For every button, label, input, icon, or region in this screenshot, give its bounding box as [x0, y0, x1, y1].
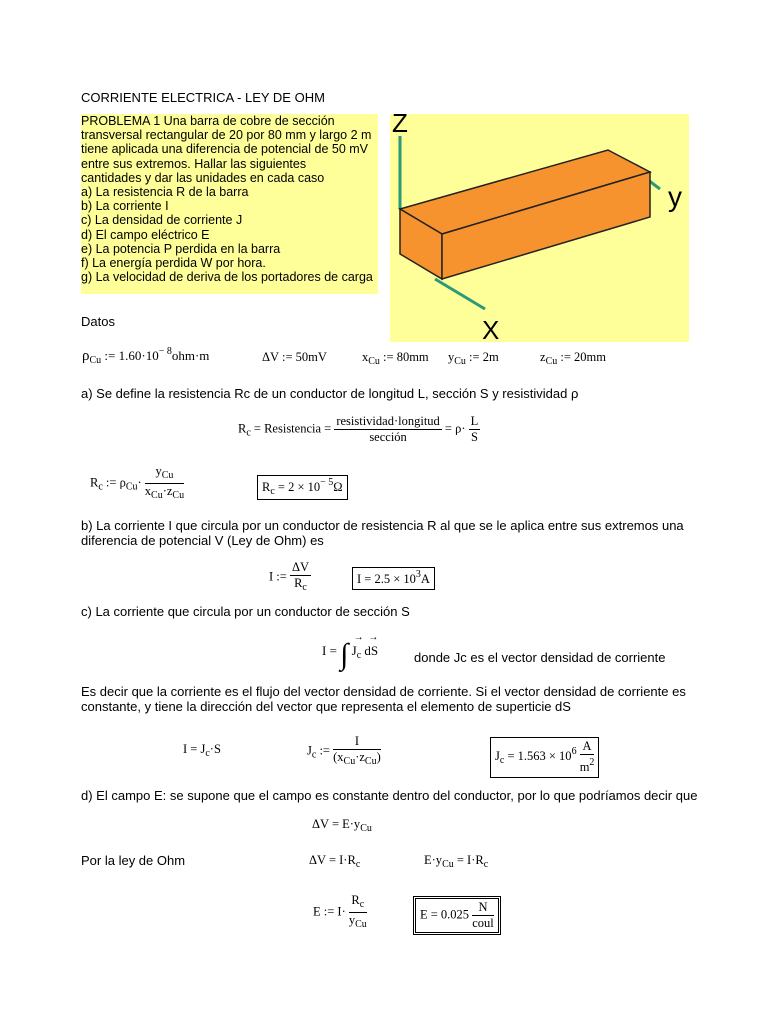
jc-unit-fraction: $\frac{A}{m^2}$ [579, 739, 595, 774]
section-c-text: c) La corriente que circula por un conductor de sección S [81, 604, 410, 619]
bar-figure [390, 114, 689, 342]
flux-text-2: constante, y tiene la dirección del vector que representa el elemento de superticie dS [81, 699, 571, 714]
y-cu-definition: $y_{Cu}$ := 2m [448, 350, 499, 367]
e-fraction: $\frac{R_c}{y_{Cu}}$ [348, 893, 367, 930]
section-d-text: d) El campo E: se supone que el campo es constante dentro del conductor, por lo que podríamos decir que [81, 788, 698, 803]
problem-line: e) La potencia P perdida en la barra [81, 241, 281, 256]
axis-label-y: y [668, 181, 682, 212]
dv-e-equation: $\Delta V = E\cdot y_{Cu}$ [312, 817, 372, 834]
section-b-text-2: diferencia de potencial V (Ley de Ohm) es [81, 533, 324, 548]
section-b-text-1: b) La corriente I que circula por un conductor de resistencia R al que se le aplica entre sus extremos una [81, 518, 684, 533]
rc-result: $R_c = 2 \times 10^{- 5}\Omega$ [257, 475, 348, 500]
problem-line: tiene aplicada una diferencia de potencial de 50 mV [81, 142, 369, 157]
x-axis [435, 279, 485, 309]
ohm-law-label: Por la ley de Ohm [81, 853, 186, 868]
current-calculation: I := $\frac{\Delta V}{R_c}$ [269, 560, 310, 593]
e-unit-fraction: $\frac{N}{\text{coul}}$ [472, 900, 494, 930]
l-over-s-fraction: $\frac{L}{S}$ [470, 414, 479, 444]
problem-line: b) La corriente I [81, 199, 169, 214]
section-a-text: a) Se define la resistencia Rc de un conductor de longitud L, sección S y resistividad ρ [81, 386, 579, 401]
axis-label-z: Z [392, 114, 408, 138]
problem-line: c) La densidad de corriente J [81, 213, 243, 228]
jc-fraction: $\frac{I}{(x_{Cu}\cdot z_{Cu})}$ [333, 734, 381, 767]
vector-arrow: → [353, 632, 364, 643]
resistance-definition: $R_c$ = Resistencia = $\frac{\text{resistividad·longitud}}{\text{sección}}$ = ρ· $\frac{L}{S}$ [238, 414, 479, 444]
rc-fraction: $\frac{y_{Cu}}{x_{Cu}\cdot z_{Cu}}$ [144, 464, 185, 501]
problem-line: entre sus extremos. Hallar las siguientes [81, 156, 307, 171]
rho-cu-definition: $\rho_{Cu}$ := $1.60\cdot 10^{- 8}ohm\cdot m$ [82, 346, 210, 366]
rc-calculation: $R_c$ := $\rho_{Cu}\cdot$ $\frac{y_{Cu}}{x_{Cu}\cdot z_{Cu}}$ [90, 464, 185, 501]
jc-result: $J_c = 1.563 \times 10^6$ $\frac{A}{m^2}$ [490, 737, 599, 778]
integral-note: donde Jc es el vector densidad de corriente [414, 650, 666, 665]
current-integral: I = ∫ → $J_c$ → dS [322, 632, 379, 671]
datos-label: Datos [81, 314, 115, 329]
vector-arrow: → [368, 632, 379, 643]
axis-label-x: X [482, 315, 500, 342]
z-cu-definition: $z_{Cu}$ := 20mm [540, 350, 606, 367]
e-result: E = 0.025 $\frac{N}{\text{coul}}$ [413, 896, 501, 935]
dv-ir-equation: $\Delta V = I\cdot R_c$ [309, 853, 361, 870]
current-fraction: $\frac{\Delta V}{R_c}$ [291, 560, 310, 593]
x-cu-definition: $x_{Cu}$ := 80mm [362, 350, 429, 367]
ey-ir-equation: $E\cdot y_{Cu} = I\cdot R_c$ [424, 853, 489, 870]
dv-definition: ΔV := 50mV [262, 350, 327, 364]
e-calculation: E := I· $\frac{R_c}{y_{Cu}}$ [313, 893, 367, 930]
resistivity-fraction: $\frac{\text{resistividad·longitud}}{\text{sección}}$ [336, 414, 440, 444]
bar-diagram [390, 114, 689, 342]
flux-text-1: Es decir que la corriente es el flujo del vector densidad de corriente. Si el vector densidad de corriente es [81, 684, 686, 699]
i-jc-s-equation: $I = J_c\cdot S$ [183, 742, 221, 759]
problem-line: d) El campo eléctrico E [81, 227, 210, 242]
problem-line: f) La energía perdida W por hora. [81, 256, 266, 271]
current-result: $I = 2.5 \times 10^3A$ [352, 567, 435, 590]
problem-line: a) La resistencia R de la barra [81, 185, 249, 200]
problem-line: PROBLEMA 1 Una barra de cobre de sección [81, 114, 335, 128]
jc-calculation: $J_c$ := $\frac{I}{(x_{Cu}\cdot z_{Cu})}$ [307, 734, 381, 767]
problem-line: transversal rectangular de 20 por 80 mm y largo 2 m [81, 128, 372, 143]
problem-line: cantidades y dar las unidades en cada caso [81, 170, 325, 185]
page-title: CORRIENTE ELECTRICA - LEY DE OHM [81, 90, 325, 105]
problem-statement [81, 114, 378, 294]
problem-line: g) La velocidad de deriva de los portadores de carga [81, 270, 373, 285]
integral-sign: ∫ [340, 638, 349, 671]
